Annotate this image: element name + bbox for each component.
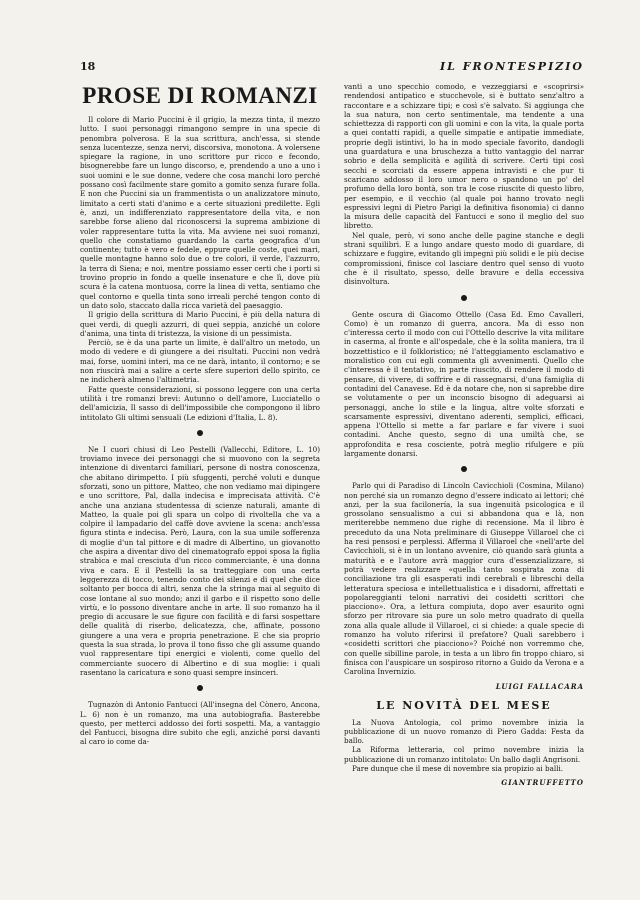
section-separator (344, 464, 584, 476)
bullet-separator-icon (197, 430, 203, 436)
bullet-separator-icon (197, 685, 203, 691)
paragraph: Il colore di Mario Puccini è il grigio, la mezza tinta, il mezzo lutto. I suoi personaggi rimangono sempre in una specie di penombra polverosa. E la sua scrittura, anch'essa, si stende senza lucentezze, senza nervi, discorsiva, monotona. A volersene spiegare la ragione, in uno scrittore pur ricco e fecondo, bisognerebbe fare un lungo discorso, e, prendendo a uno a uno i suoi uomini e le sue donne, vedere che cosa manchi loro perché possano così facilmente stare gomito a gomito senza furare folla. E non che Puccini sia un frammentista o un analizzatore minuto, limitato a certi stati d'animo e a certe situazioni predilette. Egli è, anzi, un indifferenziato rappresentatore della vita, e non sarebbe forse alieno dal riconoscersi la suprema ambizione di voler rappresentare tutta la vita. Ma avviene nei suoi romanzi, quello che constatiamo guardando la carta geografica d'un continente; tutto è vero e fedele, eppure quelle coste, quei mari, quelle montagne hanno solo due o tre colori, il verde, l'azzurro, la terra di Siena; e noi, mentre possiamo esser certi che i porti si trovino proprio in fondo a quelle insenature e che lì, dove più scura è la catena montuosa, corre la linea di vetta, sentiamo che quel contorno e quella tinta sono irreali perché tengon conto di un dato solo, staccato dalla ricca varietà del paesaggio. (80, 115, 320, 310)
author-signature: LUIGI FALLACARA (495, 681, 584, 691)
news-signature: GIANTRUFFETTO (501, 778, 584, 788)
paragraph: Ne I cuori chiusi di Leo Pestelli (Vallecchi, Editore, L. 10) troviamo invece dei personaggi che si muovono con la segreta intenzione di diventarci familiari, persone di nostra conoscenza, che abitano dirimpetto. I più sfuggenti, perché voluti e dunque sforzati, sono un pittore, Matteo, che non vediamo mai dipingere e uno scrittore, Pal, dalla indecisa e imprecisata attività. C'è anche una anziana studentessa di scienze naturali, amante di Matteo, la quale poi gli spara un colpo di rivoltella che va a colpire il lampadario del caffè dove avviene la scena: anch'essa figura stinta e indecisa. Però, Laura, con la sua umile sofferenza di moglie d'un tal pittore e di madre di Albertino, un giovanotto che aspira a diventar divo del cinematografo eppoi sposa la figlia strabica e mal cresciuta d'un ricco commerciante, è una donna viva e cara. E il Pestelli la sa tratteggiare con una certa leggerezza di tocco, tenendo conto dei silenzi e di quel che dice soltanto per bocca di altri, senza che la stringa mai al seguito di cose lontane al suo mondo; anzi il garbo e il rispetto sono delle virtù, e lo possono diventare anche in arte. Il suo romanzo ha il pregio di accusare le sue figure con facilità e di farsi sospettare delle qualità di riserbo, delicatezza, che, affinate, possono giungere a una vera e propria penetrazione. E che sia proprio questa la sua strada, lo prova il tono fisso che gli assume quando vuol rappresentare tipi energici e violenti, come quello del commerciante suocero di Albertino e di sua moglie: i quali rasentano la caricatura e sono quasi sempre insinceri. (80, 444, 320, 677)
paragraph: Parlo qui di Paradiso di Lincoln Cavicchioli (Cosmina, Milano) non perché sia un romanzo degno d'essere indicato ai lettori; ché anzi, per la sua facilonería, la sua ingenuità psicologica e il grossolano sensualismo a cui si abbandona qua e là, non meriterebbe nemmeno due righe di recensione. Ma il libro è preceduto da una Nota preliminare di Giuseppe Villaroel che ci ha resi pensosi e perplessi. Afferma il Villaroel che «nell'arte del Cavicchioli, si è in un lontano avvenire, ciò quando sarà giunta a maturità e e l'autore avrà maggior cura d'essenzializzare, si potrà vedere realizzare «quella tanto sospirata zona di conciliazione tra gli esasperati indi cerebrali e libreschi della letteratura speciosa e intellettualistica e i disadorni, affrettati e popolareggianti teloni narrativi dei cosidetti scrittori che piacciono». Ora, a lettura compiuta, dopo aver esaurito ogni sforzo per ritrovare sia pure un solo metro quadrato di quella zona alla quale allude il Villaroel, ci si chiede: a quale specie di romanzo ha voluto riferirsi il prefatore? Quali sarebbero i «cosidetti scrittori che piacciono»? Poiché non vorremmo che, con quelle sibilline parole, in testa a un libro fin troppo chiaro, si finisca con l'auspicare un sospiroso ritorno a Guido da Verona e a Carolina Invernizio. (344, 481, 584, 677)
right-column (344, 82, 584, 787)
paragraph: Il grigio della scrittura di Mario Puccini, è più della natura di quei verdi, di quegli azzurri, di quei seppia, anziché un colore d'anima, una tinta di tristezza, la visione di un pessimista. (80, 310, 320, 338)
news-paragraph: La Riforma letteraria, col primo novembre inizia la pubblicazione di un romanzo intitolato: Un ballo dagli Angrisoni. (344, 745, 584, 764)
news-paragraph: Pare dunque che il mese di novembre sia propizio ai balli. (352, 764, 564, 773)
paragraph: Fatte queste considerazioni, si possono leggere con una certa utilità i tre romanzi brevi: Autunno o dell'amore, Lucciatello o dell'amicizia, Il sasso di dell'impossibile che compongono il libro intitolato Gli ultimi sensuali (Le edizioni d'Italia, L. 8). (80, 384, 320, 422)
news-title: LE NOVITÀ DEL MESE (376, 698, 552, 712)
article-title: PROSE DI ROMANZI (82, 83, 318, 108)
paragraph: Tugnazòn di Antonio Fantucci (All'insegna del Cònero, Ancona, L. 6) non è un romanzo, ma una autobiografia. Basterebbe questo, per metterci addosso dei forti sospetti. Ma, a vantaggio del Fantucci, bisogna dire subito che egli, anziché porsi davanti al caro io come da- (80, 700, 320, 747)
section-separator (80, 683, 320, 695)
news-paragraph: La Nuova Antologia, col primo novembre inizia la pubblicazione di un nuovo romanzo di Piero Gadda: Festa da ballo. (344, 717, 584, 746)
page-header (80, 60, 584, 76)
paragraph: Perciò, se è da una parte un limite, è dall'altro un metodo, un modo di vedere e di giungere a dei risultati. Puccini non vedrà mai, forse, uomini interi, ma ce ne darà, intanto, il contorno; e se non riuscirà mai a salire a certe sfere superiori dello spirito, ce ne indicherà almeno l'altimetria. (80, 338, 320, 385)
bullet-separator-icon (461, 295, 467, 301)
paragraph: Nel quale, però, vi sono anche delle pagine stanche e degli strani squilibri. E a lungo andare questo modo di guardare, di schizzare e fuggire, evitando gli impegni più solidi e le più decise compromissioni, finisce col lasciare dentro quel senso di vuoto che è il risultato, spesso, delle bravure e della eccessiva disinvoltura. (344, 230, 584, 287)
bullet-separator-icon (461, 466, 467, 472)
running-head: IL FRONTESPIZIO (440, 60, 584, 73)
paragraph: Gente oscura di Giacomo Ottello (Casa Ed. Emo Cavalleri, Como) è un romanzo di guerra, ancora. Ma di esso non c'interessa certo il modo con cui l'Ottello descrive la vita militare in caserma, al fronte e all'ospedale, che è la solita maniera, tra il bozzettistico e il folkloristico; né l'atteggiamento esclamativo e moralistico con cui egli commenta gli avvenimenti. Quello che c'interessa è il tentativo, in parte riuscito, di rendere il modo di pensare, di vivere, di soffrire e di rassegnarsi, d'una famiglia di contadini del Canavese. Ed è da notare che, non si saprebbe dire se volutamente o per un inconscio bisogno di adeguarsi ai personaggi, anche lo stile e la lingua, altre volte sforzati e scarsamente espressivi, diventano aderenti, semplici, efficaci, appena l'Ottello si mette a far parlare e far vivere i suoi contadini. Anche questo, segno di una umiltà che, se approfondita e resa cosciente, potrà meglio rifulgere e più largamente donarsi. (344, 309, 584, 458)
paragraph: vanti a uno specchio comodo, e vezzeggiarsi e «scoprirsi» rendendosi antipatico e stucchevole, si è buttato senz'altro a raccontare e a schizzare tipi; e così s'è salvato. Si aggiunga che la sua natura, non certo sentimentale, ma tendente a una schiettezza di rapporti con gli uomini e con la vita, la quale porta a quei contatti rapidi, a quelle simpatie e antipatie immediate, proprie degli istintivi, lo ha in modo speciale favorito, dandogli una guardatura e una bruschezza a tutto vantaggio del narrar sobrio e della semplicità e agilità di scrivere. Certi tipi così secchi e scorciati da essere appena intravisti e che pur ti scaricano addosso il loro umor nero o spandono un po' del profumo della loro bontà, son tra le cose riuscite di questo libro, per esempio, e il vecchio (al quale poi hanno trovato negli espressivi legni di Pietro Parigi la definitiva fisonomia) ci danno la misura delle capacità del Fantucci e sono il meglio del suo libretto. (344, 82, 584, 231)
page-number: 18 (80, 60, 96, 73)
section-separator (80, 428, 320, 440)
section-separator (344, 293, 584, 305)
left-column (80, 82, 320, 747)
